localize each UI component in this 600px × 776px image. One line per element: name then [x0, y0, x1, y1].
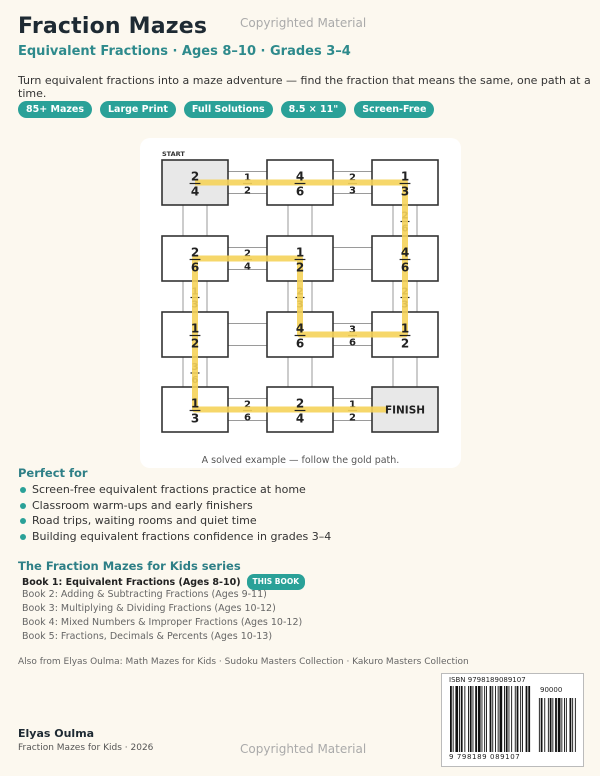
- series-list: [22, 574, 305, 644]
- fraction-denominator: 6: [401, 223, 409, 235]
- barcode-bar: [506, 686, 508, 752]
- also-from-line: Also from Elyas Oulma: Math Mazes for Kids · Sudoku Masters Collection · Kakuro Masters Collection: [18, 657, 469, 667]
- barcode-bar: [482, 686, 483, 752]
- tile-fraction: [295, 397, 306, 426]
- barcode-bar: [486, 686, 487, 752]
- fraction-numerator: 4: [295, 169, 305, 184]
- price-code: 90000: [540, 686, 563, 694]
- fraction-denominator: 3: [190, 411, 200, 426]
- maze-connector-vertical: [288, 356, 312, 388]
- fraction-denominator: 6: [190, 260, 200, 275]
- price-bar: [561, 698, 562, 752]
- barcode-bar: [484, 686, 485, 752]
- footer-line: Fraction Mazes for Kids · 2026: [18, 743, 154, 753]
- maze-connector-vertical: [288, 204, 312, 237]
- tile-fraction: [295, 322, 306, 351]
- maze-connector-vertical: [393, 356, 417, 388]
- fraction-numerator: 4: [400, 245, 410, 260]
- barcode-bar: [490, 686, 492, 752]
- fraction-denominator: 3: [191, 299, 199, 311]
- fraction-denominator: 2: [400, 336, 410, 351]
- tag-large-print: Large Print: [100, 101, 176, 118]
- isbn-text: ISBN 9798189089107: [449, 676, 526, 684]
- barcode-bar: [511, 686, 512, 752]
- fraction-denominator: 3: [349, 185, 356, 197]
- maze-connector-horizontal: [227, 324, 268, 346]
- tile-fraction: [190, 322, 201, 351]
- tile-fraction: [190, 246, 201, 275]
- barcode-bar: [450, 686, 452, 752]
- price-bar: [552, 698, 553, 752]
- tag-page-size: 8.5 × 11": [281, 101, 347, 118]
- fraction-numerator: 1: [400, 321, 410, 336]
- tile-fraction: [400, 170, 411, 199]
- fraction-numerator: 1: [244, 172, 251, 184]
- tag-full-solutions: Full Solutions: [184, 101, 273, 118]
- barcode-bar: [517, 686, 519, 752]
- price-bar: [570, 698, 572, 752]
- finish-label: FINISH: [384, 404, 426, 417]
- maze-caption: A solved example — follow the gold path.: [201, 455, 400, 466]
- author-name: Elyas Oulma: [18, 727, 95, 740]
- fraction-numerator: 1: [349, 399, 356, 411]
- price-bar: [544, 698, 545, 752]
- barcode-bar: [509, 686, 510, 752]
- fraction-numerator: 4: [295, 321, 305, 336]
- fraction-denominator: 4: [295, 411, 305, 426]
- maze-connector-horizontal: [332, 248, 373, 270]
- barcode-bar: [522, 686, 523, 752]
- fraction-numerator: 3: [349, 324, 356, 336]
- perfect-for-list: [18, 482, 331, 544]
- fraction-denominator: 3: [401, 299, 409, 311]
- barcode-bar: [473, 686, 474, 752]
- perfect-for-heading: Perfect for: [18, 466, 88, 480]
- price-bar: [572, 698, 573, 752]
- series-heading: The Fraction Mazes for Kids series: [18, 559, 241, 573]
- book-entry: Book 4: Mixed Numbers & Improper Fractions (Ages 10-12): [22, 617, 303, 628]
- fraction-numerator: 3: [191, 362, 199, 373]
- fraction-denominator: 6: [244, 412, 251, 424]
- book-subtitle: Equivalent Fractions · Ages 8–10 · Grades 3–4: [18, 44, 351, 59]
- fraction-denominator: 2: [349, 412, 356, 424]
- fraction-denominator: 6: [400, 260, 410, 275]
- fraction-numerator: 1: [191, 286, 199, 298]
- fraction-denominator: 2: [190, 336, 200, 351]
- barcode-bar: [520, 686, 521, 752]
- this-book-badge: THIS BOOK: [247, 574, 305, 590]
- fraction-numerator: 2: [349, 172, 356, 184]
- price-bar: [539, 698, 540, 752]
- barcode-bar: [470, 686, 472, 752]
- barcode-bar: [468, 686, 469, 752]
- barcode-bar: [464, 686, 465, 752]
- fraction-numerator: 2: [190, 169, 200, 184]
- fraction-numerator: 2: [401, 286, 409, 298]
- barcode-bar: [459, 686, 460, 752]
- feature-tags: [18, 101, 434, 118]
- fraction-numerator: 2: [244, 399, 251, 411]
- barcode-bar: [492, 686, 493, 752]
- fraction-denominator: 4: [244, 261, 251, 273]
- list-item: Road trips, waiting rooms and quiet time: [18, 513, 331, 529]
- barcode-bar: [528, 686, 530, 752]
- fraction-denominator: 3: [400, 184, 410, 199]
- watermark-top: Copyrighted Material: [240, 16, 367, 30]
- fraction-numerator: 2: [296, 286, 304, 298]
- fraction-numerator: 2: [190, 245, 200, 260]
- book-title: Fraction Mazes: [18, 14, 208, 39]
- barcode-bar: [475, 686, 477, 752]
- tag-screen-free: Screen-Free: [354, 101, 434, 118]
- price-bar: [558, 698, 561, 752]
- maze-diagram: [140, 138, 461, 468]
- barcode-bar: [526, 686, 528, 752]
- fraction-denominator: 2: [244, 185, 251, 197]
- maze-connector-vertical: [183, 204, 207, 237]
- watermark-bottom: Copyrighted Material: [240, 742, 367, 756]
- price-bar: [548, 698, 549, 752]
- maze-example-card: [140, 138, 461, 468]
- book-1-label: Book 1: Equivalent Fractions (Ages 8-10): [22, 577, 241, 588]
- fraction-denominator: 3: [296, 299, 304, 311]
- barcode-bar: [495, 686, 496, 752]
- book-entry: Book 2: Adding & Subtracting Fractions (Ages 9-11): [22, 589, 267, 600]
- list-item: Screen-free equivalent fractions practice at home: [18, 482, 331, 498]
- fraction-denominator: 6: [349, 337, 356, 349]
- price-bar: [566, 698, 567, 752]
- book-entry: Book 3: Multiplying & Dividing Fractions (Ages 10-12): [22, 603, 276, 614]
- barcode-bar: [453, 686, 454, 752]
- barcode-bar: [498, 686, 499, 752]
- fraction-numerator: 1: [400, 169, 410, 184]
- fraction-numerator: 1: [190, 321, 200, 336]
- fraction-numerator: 1: [190, 396, 200, 411]
- tile-fraction: [400, 322, 411, 351]
- barcode-bar: [504, 686, 505, 752]
- ean-digits: 9 798189 089107: [449, 753, 521, 761]
- price-bar: [564, 698, 565, 752]
- barcode-bar: [461, 686, 463, 752]
- price-bar: [555, 698, 557, 752]
- list-item: Classroom warm-ups and early finishers: [18, 498, 331, 514]
- list-item: Building equivalent fractions confidence in grades 3–4: [18, 529, 331, 545]
- price-bar: [575, 698, 576, 752]
- book-entry: Book 5: Fractions, Decimals & Percents (Ages 10-13): [22, 631, 273, 642]
- fraction-numerator: 1: [295, 245, 305, 260]
- fraction-numerator: 2: [401, 210, 409, 222]
- price-bar: [550, 698, 552, 752]
- fraction-denominator: 6: [295, 336, 305, 351]
- book-entry-current: [22, 574, 305, 588]
- fraction-denominator: 6: [295, 184, 305, 199]
- barcode-bar: [455, 686, 458, 752]
- tile-fraction: [400, 246, 411, 275]
- tile-fraction: [295, 246, 306, 275]
- barcode-bar: [500, 686, 503, 752]
- fraction-numerator: 2: [295, 396, 305, 411]
- intro-text: Turn equivalent fractions into a maze adventure — find the fraction that means the same, one path at a time.: [18, 74, 591, 100]
- tile-fraction: [295, 170, 306, 199]
- fraction-denominator: 2: [295, 260, 305, 275]
- tile-fraction: [190, 170, 201, 199]
- tag-mazes: 85+ Mazes: [18, 101, 92, 118]
- start-label: START: [162, 150, 185, 158]
- fraction-denominator: 4: [190, 184, 200, 199]
- fraction-denominator: 6: [191, 375, 199, 386]
- barcode-bar: [515, 686, 516, 752]
- price-bar: [541, 698, 543, 752]
- tile-fraction: [190, 397, 201, 426]
- fraction-numerator: 2: [244, 248, 251, 260]
- barcode-bar: [478, 686, 481, 752]
